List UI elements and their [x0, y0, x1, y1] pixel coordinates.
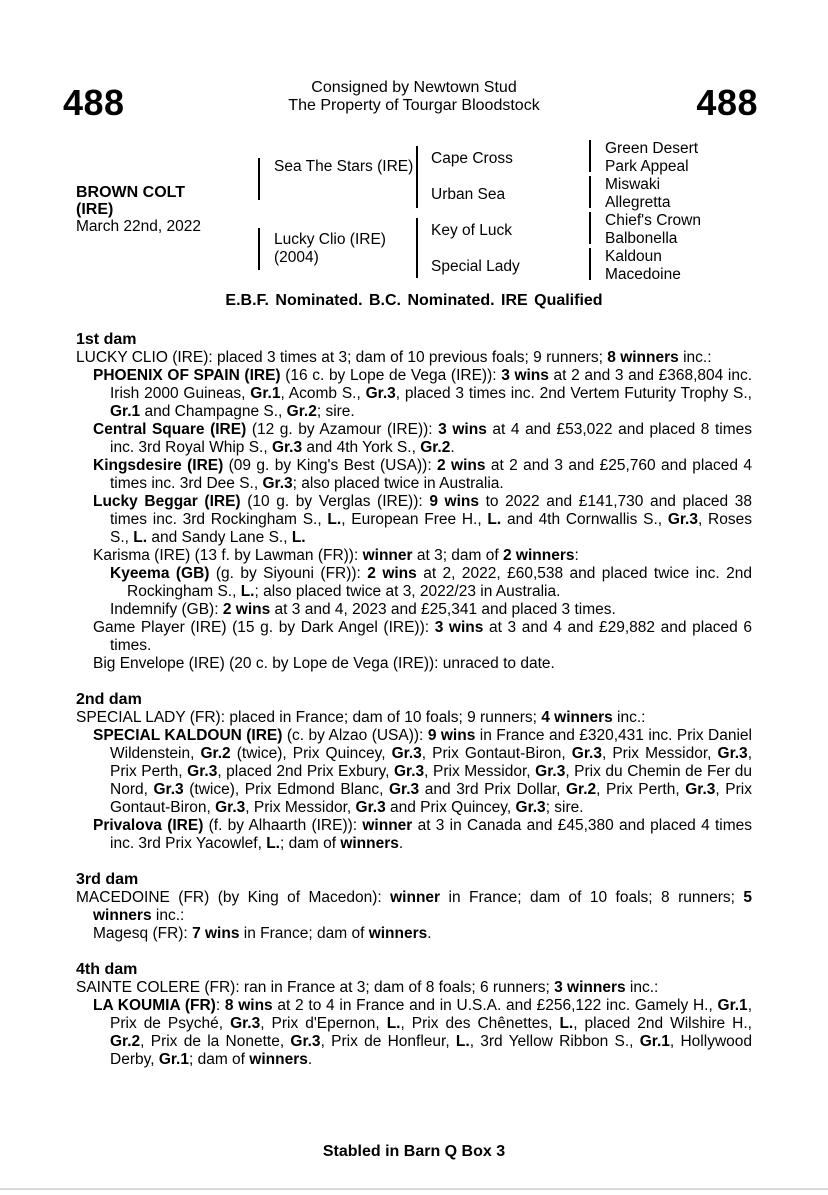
text-run: , European Free H., — [341, 511, 488, 528]
text-run: at 2 to 4 in France and in U.S.A. and £256,122 inc. Gamely H., — [272, 997, 718, 1014]
bold-run: 3 wins — [434, 619, 484, 636]
text-run: : — [215, 997, 225, 1014]
text-run: . — [307, 1051, 313, 1068]
third-dam-heading: 3rd dam — [76, 871, 139, 888]
lot-number-right: 488 — [696, 82, 758, 123]
text-run: , Hollywood Derby, — [110, 1033, 752, 1068]
text-run: inc.: — [678, 349, 712, 366]
bold-run: L. — [455, 1033, 470, 1050]
text-run: ; dam of — [188, 1051, 250, 1068]
bold-run: Gr.2 — [110, 1033, 141, 1050]
nominations-line: E.B.F. Nominated. B.C. Nominated. IRE Qualified — [225, 292, 603, 309]
bold-run: Gr.3 — [535, 763, 566, 780]
bold-run: Gr.3 — [187, 763, 218, 780]
consigned-by-line: Consigned by Newtown Stud — [311, 79, 517, 96]
text-run: at 2, 2022, £60,538 and placed twice inc. 2nd Rockingham S., — [127, 565, 753, 600]
bold-run: winners — [340, 835, 399, 852]
text-run: : — [574, 547, 579, 564]
bold-run: SPECIAL KALDOUN (IRE) — [93, 727, 283, 744]
first-dam-progeny-2 — [93, 421, 752, 457]
bold-run: Gr.3 — [215, 799, 246, 816]
text-run: , Prix Gontaut-Biron, — [110, 781, 752, 816]
text-run: ; sire. — [545, 799, 584, 816]
pedigree-sire: Sea The Stars (IRE) — [274, 158, 414, 175]
bold-run: 2 wins — [222, 601, 271, 618]
text-run: (09 g. by King's Best (USA)): — [223, 457, 438, 474]
text-run: , Prix de Honfleur, — [320, 1033, 456, 1050]
text-run: , Prix d'Epernon, — [260, 1015, 387, 1032]
bold-run: Gr.3 — [365, 385, 396, 402]
horse-description — [76, 184, 201, 235]
text-run: and 4th York S., — [302, 439, 421, 456]
first-dam-grandprogeny-1 — [110, 565, 752, 601]
dam-line-body — [76, 331, 752, 1069]
bold-run: Kyeema (GB) — [110, 565, 210, 582]
bold-run: 9 wins — [427, 727, 476, 744]
text-run: ; also placed twice in Australia. — [292, 475, 504, 492]
bold-run: Gr.1 — [158, 1051, 189, 1068]
first-dam-progeny-4 — [93, 493, 752, 547]
bold-run: 2 wins — [437, 457, 486, 474]
text-run: to 2022 and £141,730 and placed 38 times inc. 3rd Rockingham S., — [110, 493, 752, 528]
bold-run: Gr.3 — [394, 763, 425, 780]
text-run: , placed 2nd Prix Exbury, — [217, 763, 394, 780]
foaling-date: March 22nd, 2022 — [76, 218, 201, 235]
fourth-dam-summary — [76, 979, 752, 997]
bold-run: 2 winners — [503, 547, 575, 564]
first-dam-progeny-7 — [93, 655, 752, 673]
third-dam-summary — [76, 889, 752, 925]
bold-run: Gr.3 — [685, 781, 716, 798]
bold-run: Gr.3 — [153, 781, 184, 798]
pedigree-gen4-5: Chief's Crown — [605, 212, 701, 229]
pedigree-bracket-sire — [258, 158, 260, 200]
text-run: ; sire. — [316, 403, 355, 420]
bold-run: Privalova (IRE) — [93, 817, 204, 834]
second-dam-progeny-1 — [93, 727, 752, 817]
pedigree-gen3-2: Urban Sea — [431, 186, 506, 203]
pedigree-gen4-3: Miswaki — [605, 176, 661, 193]
horse-title-line1: BROWN COLT — [76, 184, 186, 201]
bold-run: Gr.3 — [262, 475, 293, 492]
pedigree-gen4-1: Green Desert — [605, 140, 699, 157]
first-dam-progeny-1 — [93, 367, 752, 421]
second-dam-heading: 2nd dam — [76, 691, 142, 708]
text-run: , placed 3 times inc. 2nd Vertem Futurity Trophy S., — [395, 385, 752, 402]
text-run: Indemnify (GB): — [110, 601, 223, 618]
text-run: , Prix Messidor, — [601, 745, 718, 762]
text-run: Karisma (IRE) (13 f. by Lawman (FR)): — [93, 547, 363, 564]
bold-run: winner — [362, 817, 413, 834]
pedigree-bracket-gen3-bottom — [416, 218, 418, 278]
bold-run: Gr.2 — [286, 403, 317, 420]
pedigree-bracket-dam — [258, 228, 260, 270]
bold-run: winners — [249, 1051, 308, 1068]
bold-run: L. — [266, 835, 280, 852]
fourth-dam-progeny-1 — [93, 997, 752, 1069]
bold-run: L. — [133, 529, 148, 546]
text-run: Big Envelope (IRE) (20 c. by Lope de Vega (IRE)): unraced to date. — [93, 655, 555, 672]
pedigree-bracket-gen4-1 — [589, 140, 591, 172]
second-dam-progeny-2 — [93, 817, 752, 853]
bold-run: 3 wins — [501, 367, 549, 384]
text-run: SPECIAL LADY (FR): placed in France; dam of 10 foals; 9 runners; — [76, 709, 542, 726]
pedigree-table — [258, 140, 738, 282]
bold-run: L. — [291, 529, 306, 546]
text-run: , Prix du Chemin de Fer du Nord, — [110, 763, 752, 798]
fourth-dam-heading: 4th dam — [76, 961, 138, 978]
text-run: and Sandy Lane S., — [147, 529, 292, 546]
consignor-block — [0, 79, 828, 115]
text-run: , 3rd Yellow Ribbon S., — [469, 1033, 640, 1050]
text-run: and 4th Cornwallis S., — [501, 511, 668, 528]
text-run: inc.: — [151, 907, 185, 924]
pedigree-gen4-6: Balbonella — [605, 230, 678, 247]
bold-run: Gr.3 — [391, 745, 422, 762]
text-run: , Prix Perth, — [596, 781, 686, 798]
pedigree-bracket-gen4-4 — [589, 248, 591, 280]
lot-number-left: 488 — [63, 82, 125, 123]
horse-title-line2: (IRE) — [76, 201, 114, 218]
bold-run: L. — [559, 1015, 574, 1032]
bold-run: Gr.3 — [389, 781, 420, 798]
bold-run: Gr.1 — [639, 1033, 670, 1050]
pedigree-gen4-list — [605, 140, 701, 284]
bold-run: 3 wins — [438, 421, 487, 438]
bold-run: Central Square (IRE) — [93, 421, 247, 438]
text-run: at 4 and £53,022 and placed 8 times inc. 3rd Royal Whip S., — [110, 421, 752, 456]
bold-run: Gr.1 — [110, 403, 141, 420]
text-run: (twice), Prix Quincey, — [230, 745, 392, 762]
bold-run: winners — [368, 925, 428, 942]
page-bottom-divider — [0, 1188, 828, 1190]
bold-run: Gr.2 — [565, 781, 597, 798]
first-dam-progeny-3 — [93, 457, 752, 493]
text-run: , Acomb S., — [280, 385, 366, 402]
text-run: at 3 in Canada and £45,380 and placed 4 times inc. 3rd Prix Yacowlef, — [110, 817, 752, 852]
bold-run: LA KOUMIA (FR) — [93, 997, 216, 1014]
text-run: (f. by Alhaarth (IRE)): — [203, 817, 363, 834]
second-dam-summary — [76, 709, 752, 727]
bold-run: 4 winners — [541, 709, 613, 726]
bold-run: PHOENIX OF SPAIN (IRE) — [93, 367, 281, 384]
text-run: (16 c. by Lope de Vega (IRE)): — [280, 367, 502, 384]
text-run: in France and £320,431 inc. Prix Daniel Wildenstein, — [110, 727, 752, 762]
text-run: . — [427, 925, 432, 942]
third-dam-progeny-1 — [93, 925, 752, 943]
bold-run: 7 wins — [192, 925, 240, 942]
text-run: LUCKY CLIO (IRE): placed 3 times at 3; dam of 10 previous foals; 9 runners; — [76, 349, 608, 366]
text-run: , Prix des Chênettes, — [400, 1015, 560, 1032]
text-run: , placed 2nd Wilshire H., — [573, 1015, 752, 1032]
text-run: Game Player (IRE) (15 g. by Dark Angel (IRE)): — [93, 619, 435, 636]
text-run: MACEDOINE (FR) (by King of Macedon): — [76, 889, 391, 906]
first-dam-heading: 1st dam — [76, 331, 137, 348]
bold-run: Gr.3 — [271, 439, 303, 456]
text-run: at 3 and 4 and £29,882 and placed 6 times. — [110, 619, 752, 654]
bold-run: L. — [386, 1015, 401, 1032]
bold-run: 8 winners — [607, 349, 679, 366]
text-run: , Prix de Psyché, — [110, 997, 752, 1032]
text-run: , Prix Gontaut-Biron, — [421, 745, 572, 762]
text-run: inc.: — [625, 979, 659, 996]
pedigree-dam: Lucky Clio (IRE) (2004) — [274, 231, 386, 266]
bold-run: Gr.3 — [355, 799, 386, 816]
bold-run: Gr.2 — [420, 439, 451, 456]
text-run: at 3; dam of — [412, 547, 503, 564]
text-run: at 2 and 3 and £368,804 inc. Irish 2000 Guineas, — [110, 367, 753, 402]
text-run: , Prix de la Nonette, — [140, 1033, 291, 1050]
bold-run: 8 wins — [224, 997, 273, 1014]
bold-run: 2 wins — [367, 565, 417, 582]
bold-run: Gr.3 — [515, 799, 546, 816]
pedigree-gen4-8: Macedoine — [605, 266, 681, 283]
bold-run: 5 winners — [93, 889, 752, 924]
text-run: in France; dam of — [239, 925, 369, 942]
first-dam-progeny-5 — [93, 547, 752, 565]
first-dam-grandprogeny-2 — [110, 601, 752, 619]
text-run: and 3rd Prix Dollar, — [419, 781, 566, 798]
text-run: Magesq (FR): — [93, 925, 193, 942]
bold-run: Lucky Beggar (IRE) — [93, 493, 241, 510]
text-run: inc.: — [612, 709, 646, 726]
bold-run: Gr.3 — [230, 1015, 261, 1032]
pedigree-gen4-4: Allegretta — [605, 194, 671, 211]
text-run: . — [398, 835, 404, 852]
pedigree-gen4-2: Park Appeal — [605, 158, 689, 175]
text-run: SAINTE COLERE (FR): ran in France at 3; dam of 8 foals; 6 runners; — [76, 979, 555, 996]
bold-run: Gr.3 — [717, 745, 748, 762]
pedigree-bracket-gen4-3 — [589, 212, 591, 244]
text-run: (g. by Siyouni (FR)): — [209, 565, 368, 582]
bold-run: Kingsdesire (IRE) — [93, 457, 224, 474]
text-run: (12 g. by Azamour (IRE)): — [246, 421, 439, 438]
bold-run: L. — [240, 583, 255, 600]
pedigree-gen3-4: Special Lady — [431, 258, 520, 275]
text-run: (10 g. by Verglas (IRE)): — [240, 493, 430, 510]
bold-run: winner — [390, 889, 441, 906]
pedigree-gen3-3: Key of Luck — [431, 222, 512, 239]
pedigree-bracket-gen3-top — [416, 146, 418, 208]
property-of-line: The Property of Tourgar Bloodstock — [288, 97, 540, 114]
text-run: in France; dam of 10 foals; 8 runners; — [440, 889, 744, 906]
text-run: (twice), Prix Edmond Blanc, — [183, 781, 389, 798]
bold-run: Gr.1 — [250, 385, 281, 402]
text-run: ; also placed twice at 3, 2022/23 in Australia. — [254, 583, 561, 600]
text-run: , Prix Messidor, — [424, 763, 536, 780]
text-run: at 3 and 4, 2023 and £25,341 and placed 3 times. — [270, 601, 616, 618]
pedigree-gen4-7: Kaldoun — [605, 248, 662, 265]
bold-run: 3 winners — [554, 979, 626, 996]
first-dam-progeny-6 — [93, 619, 752, 655]
text-run: , Prix Messidor, — [245, 799, 356, 816]
pedigree-gen3-1: Cape Cross — [431, 150, 513, 167]
text-run: ; dam of — [280, 835, 341, 852]
text-run: , Prix Perth, — [110, 745, 752, 780]
text-run: (c. by Alzao (USA)): — [282, 727, 428, 744]
bold-run: Gr.1 — [717, 997, 748, 1014]
bold-run: winner — [362, 547, 413, 564]
bold-run: L. — [327, 511, 342, 528]
text-run: and Prix Quincey, — [385, 799, 516, 816]
bold-run: Gr.3 — [290, 1033, 321, 1050]
bold-run: L. — [487, 511, 502, 528]
bold-run: Gr.3 — [667, 511, 698, 528]
bold-run: Gr.2 — [200, 745, 231, 762]
bold-run: 9 wins — [429, 493, 479, 510]
text-run: , Roses S., — [110, 511, 752, 546]
text-run: . — [450, 439, 455, 456]
text-run: and Champagne S., — [140, 403, 287, 420]
text-run: at 2 and 3 and £25,760 and placed 4 times inc. 3rd Dee S., — [110, 457, 752, 492]
pedigree-bracket-gen4-2 — [589, 176, 591, 208]
stabled-location: Stabled in Barn Q Box 3 — [322, 1143, 506, 1160]
bold-run: Gr.3 — [571, 745, 602, 762]
first-dam-summary — [76, 349, 752, 367]
